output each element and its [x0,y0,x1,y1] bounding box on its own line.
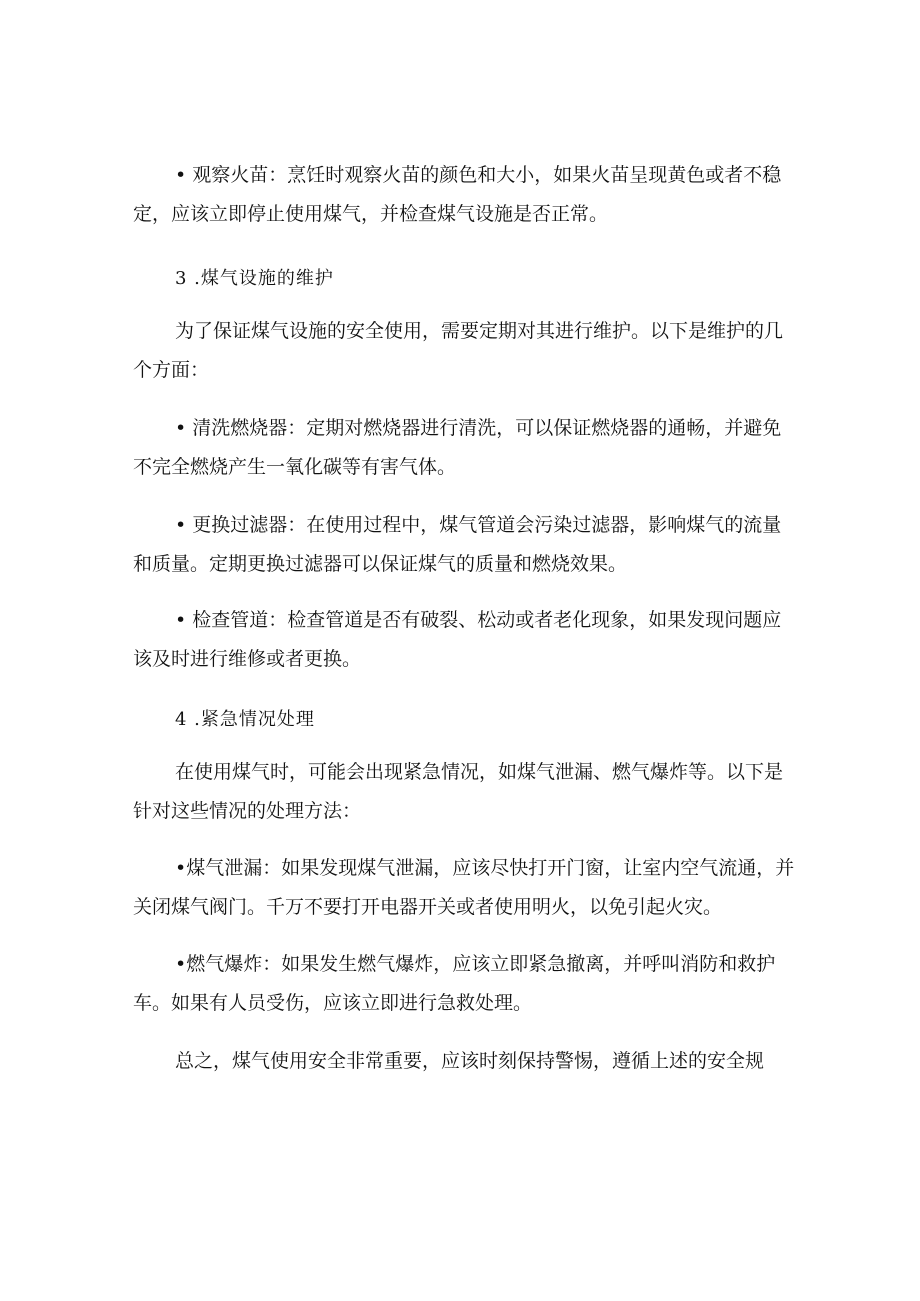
bullet-observe-flame: • 观察火苗：烹饪时观察火苗的颜色和大小，如果火苗呈现黄色或者不稳定，应该立即停止使用煤气，并检查煤气设施是否正常。 [133,164,782,225]
bullet-check-pipe: • 检查管道：检查管道是否有破裂、松动或者老化现象，如果发现问题应该及时进行维修或者更换。 [133,609,782,670]
section-heading-emergency: 4 .紧急情况处理 [175,709,315,730]
paragraph-conclusion: 总之，煤气使用安全非常重要，应该时刻保持警惕，遵循上述的安全规 [175,1050,765,1072]
paragraph-maintenance-intro: 为了保证煤气设施的安全使用，需要定期对其进行维护。以下是维护的几个方面： [133,320,784,381]
bullet-gas-leak: •煤气泄漏：如果发现煤气泄漏，应该尽快打开门窗，让室内空气流通，并关闭煤气阀门。千万不要打开电器开关或者使用明火，以免引起火灾。 [133,857,795,918]
section-heading-maintenance: 3 .煤气设施的维护 [175,268,334,289]
paragraph-emergency-intro: 在使用煤气时，可能会出现紧急情况，如煤气泄漏、燃气爆炸等。以下是针对这些情况的处理方法： [133,761,784,822]
bullet-clean-burner: • 清洗燃烧器：定期对燃烧器进行清洗，可以保证燃烧器的通畅，并避免不完全燃烧产生一氧化碳等有害气体。 [133,417,782,478]
bullet-replace-filter: • 更换过滤器：在使用过程中，煤气管道会污染过滤器，影响煤气的流量和质量。定期更换过滤器可以保证煤气的质量和燃烧效果。 [133,514,782,575]
bullet-gas-explosion: •燃气爆炸：如果发生燃气爆炸，应该立即紧急撤离，并呼叫消防和救护车。如果有人员受伤，应该立即进行急救处理。 [133,953,776,1014]
